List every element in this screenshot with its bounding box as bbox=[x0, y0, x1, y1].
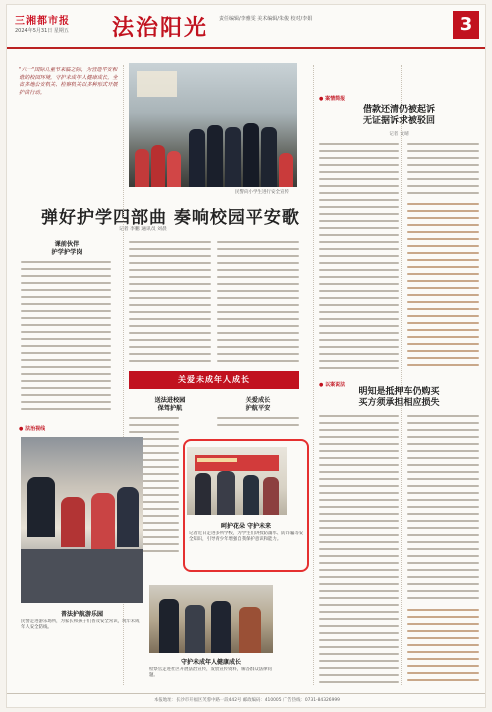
column-divider bbox=[401, 65, 402, 685]
lower-left-photo bbox=[21, 437, 143, 603]
right-bottom-column-2b bbox=[407, 609, 479, 691]
article-column-1 bbox=[21, 261, 111, 419]
lower-left-text: 民警走进游乐场所，为家长和孩子们普及安全常识，筑牢未成年人安全防线。 bbox=[21, 619, 140, 631]
issue-date: 2024年5月31日 星期五 bbox=[15, 28, 69, 34]
newspaper-page bbox=[6, 4, 486, 708]
right-bottom-column-1 bbox=[319, 415, 399, 691]
lower-middle-text: 检察官走进社区开展法治宣传，发放宣传资料，解答群众法律问题。 bbox=[149, 667, 272, 679]
article-column-3 bbox=[217, 241, 299, 367]
right-top-column-1 bbox=[319, 143, 399, 377]
section-title: 法治阳光 bbox=[112, 15, 209, 41]
editors-credit: 责任编辑/李雅雯 美术编辑/朱俊 校对/李娟 bbox=[219, 16, 313, 22]
right-bottom-tag: ● 以案说法 bbox=[319, 382, 346, 388]
column-divider bbox=[313, 65, 314, 685]
right-bottom-column-2a bbox=[407, 415, 479, 605]
page-number: 3 bbox=[453, 11, 479, 39]
right-top-byline: 记者 文晴 bbox=[389, 132, 409, 137]
red-banner: 关爱未成年人成长 bbox=[129, 371, 299, 389]
right-top-column-2b bbox=[407, 203, 479, 377]
article-column-3b bbox=[217, 417, 299, 435]
subhead-2: 送法进校园 保驾护航 bbox=[154, 397, 186, 412]
highlight-text: 记者近日走进多所学校，为学生们讲授防溺水、防诈骗等安全知识，引导青少年增强自我保护意识和能力。 bbox=[189, 531, 304, 543]
right-top-tag: ● 案情简报 bbox=[319, 96, 346, 102]
lower-middle-photo bbox=[149, 585, 273, 653]
page-footer: 本报地址：长沙市开福区芙蓉中路一段442号 邮政编码：410005 广告热线：0731-84326999 bbox=[7, 693, 486, 707]
highlight-photo bbox=[187, 447, 287, 515]
lower-left-title: 普法护航游乐园 bbox=[60, 611, 103, 618]
main-headline: 弹好护学四部曲 奏响校园平安歌 bbox=[41, 208, 300, 228]
right-top-column-2a bbox=[407, 143, 479, 199]
main-photo-caption: 民警向小学生进行安全宣传 bbox=[235, 190, 289, 195]
lower-middle-title: 守护未成年人健康成长 bbox=[180, 659, 241, 666]
main-byline: 记者 李鹏 通讯员 刘晨 bbox=[119, 227, 167, 232]
newspaper-logo: 三湘都市报 bbox=[15, 16, 70, 27]
highlight-title: 呵护花朵 守护未来 bbox=[220, 523, 272, 530]
subhead-3: 关爱成长 护航平安 bbox=[245, 397, 271, 412]
subhead-1: 课前伙伴 护学护学岗 bbox=[51, 241, 83, 256]
article-column-2 bbox=[129, 241, 211, 367]
masthead bbox=[7, 5, 486, 49]
main-photo bbox=[129, 63, 297, 187]
right-top-title: 借款还清仍被起诉 无证据诉求被驳回 bbox=[362, 105, 435, 126]
right-bottom-title: 明知是抵押车仍购买 买方须承担相应损失 bbox=[358, 387, 440, 408]
lower-left-tag: ● 法治视线 bbox=[19, 426, 46, 432]
lead-quote: "六一"国际儿童节来临之际，为营造平安和谐的校园环境，守护未成年人健康成长，全省多地公安机关、检察机关以多种形式开展护苗行动。 bbox=[19, 67, 118, 96]
